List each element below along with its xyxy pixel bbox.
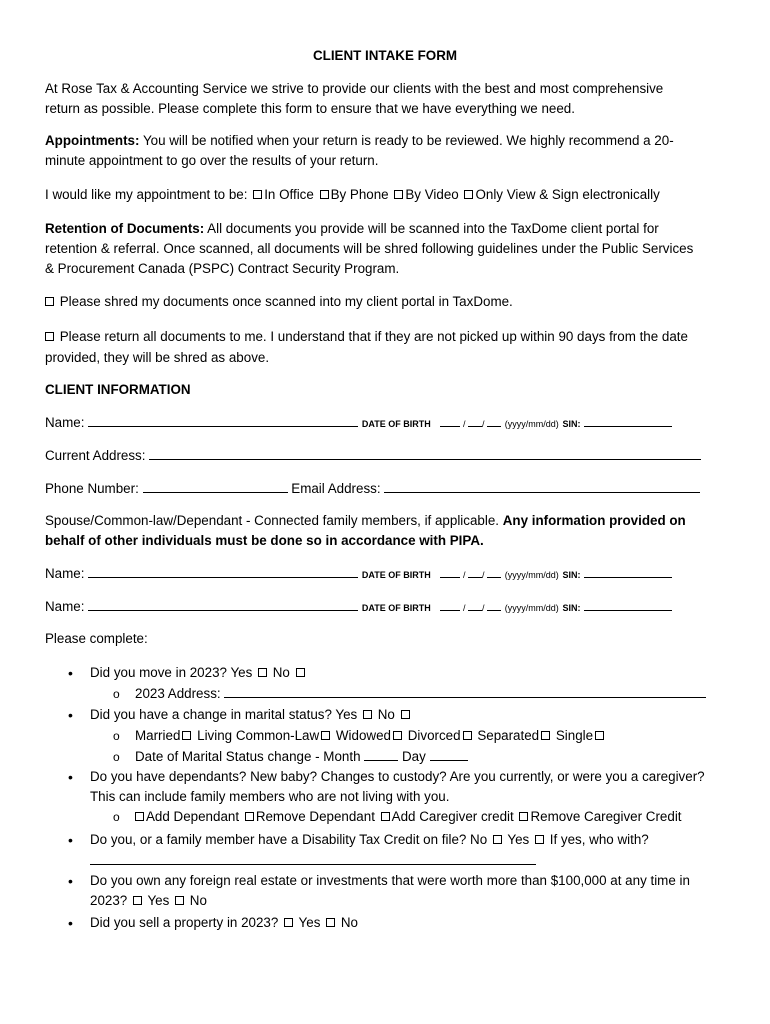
separated-label: Separated	[477, 728, 540, 743]
q1-no-label: No	[272, 665, 290, 680]
q1-text: Did you move in 2023? Yes	[90, 665, 253, 680]
q2-text: Did you have a change in marital status? Yes	[90, 707, 358, 722]
in-office-label: In Office	[264, 187, 314, 202]
q5-row	[68, 871, 690, 891]
q1-address-row	[113, 684, 706, 704]
q2-date-label: Date of Marital Status change - Month	[135, 749, 361, 764]
retention-heading: Retention of Documents:	[45, 221, 205, 236]
form-title: CLIENT INTAKE FORM	[312, 48, 458, 63]
single-checkbox[interactable]	[595, 731, 604, 740]
q1-address-label: 2023 Address:	[135, 686, 221, 701]
appointment-prompt: I would like my appointment to be:	[45, 187, 248, 202]
q3-text-1: Do you have dependants? New baby? Changes to custody? Are you currently, or were you a caregiver?	[90, 769, 705, 784]
sub-bullet-icon: o	[113, 810, 120, 824]
shred-option-row	[45, 292, 513, 312]
add-dependant-label: Add Dependant	[146, 809, 240, 824]
q3-options-row	[113, 807, 682, 827]
appointments-text-1: You will be notified when your return is ready to be reviewed. We highly recommend a 20-	[139, 133, 674, 148]
bullet-icon: •	[68, 915, 73, 931]
divorced-label: Divorced	[407, 728, 461, 743]
q5-yes-label: Yes	[147, 893, 170, 908]
spouse1-dob-month-field[interactable]	[468, 565, 482, 578]
sub-bullet-icon: o	[113, 750, 120, 764]
q3-row	[68, 767, 705, 787]
spouse1-dob-label: DATE OF BIRTH	[361, 570, 431, 580]
q4-yes-label: Yes	[507, 832, 530, 847]
bullet-icon: •	[68, 665, 73, 681]
client-dob-month-field[interactable]	[468, 414, 482, 427]
spouse2-dob-day-field[interactable]	[487, 598, 501, 611]
by-video-label: By Video	[405, 187, 459, 202]
address-label: Current Address:	[45, 448, 146, 463]
spouse2-sin-label: SIN:	[562, 603, 581, 613]
q6-text: Did you sell a property in 2023?	[90, 915, 279, 930]
phone-label: Phone Number:	[45, 481, 139, 496]
bullet-icon: •	[68, 832, 73, 848]
appointments-line-1	[45, 131, 674, 151]
q2-day-label: Day	[402, 749, 426, 764]
q5-text-1: Do you own any foreign real estate or investments that were worth more than $100,000 at any time in	[90, 873, 690, 888]
q4-tail: If yes, who with?	[549, 832, 649, 847]
address-row	[45, 446, 701, 466]
q5-row-2	[90, 891, 207, 911]
q2-no-checkbox[interactable]	[401, 710, 410, 719]
client-dob-day-field[interactable]	[487, 414, 501, 427]
contact-row	[45, 479, 700, 499]
return-option-row	[45, 327, 688, 347]
address-field[interactable]	[149, 447, 701, 460]
q1-no-checkbox[interactable]	[296, 668, 305, 677]
retention-line-2: retention & referral. Once scanned, all documents will be shred following guidelines under the Public Services	[45, 241, 694, 256]
q5-text-2: 2023?	[90, 893, 128, 908]
add-caregiver-checkbox[interactable]	[381, 812, 390, 821]
q1-row	[68, 663, 307, 683]
appointments-heading: Appointments:	[45, 133, 140, 148]
by-phone-checkbox[interactable]	[320, 190, 329, 199]
q2-options-row	[113, 726, 606, 746]
q6-yes-checkbox[interactable]	[284, 918, 293, 927]
client-dob-label: DATE OF BIRTH	[361, 419, 431, 429]
spouse1-dob-day-field[interactable]	[487, 565, 501, 578]
spouse1-dob-format: (yyyy/mm/dd)	[504, 570, 559, 580]
remove-caregiver-checkbox[interactable]	[519, 812, 528, 821]
spouse-line-1	[45, 511, 686, 531]
shred-checkbox[interactable]	[45, 297, 54, 306]
by-video-checkbox[interactable]	[394, 190, 403, 199]
q4-yes-checkbox[interactable]	[535, 835, 544, 844]
return-option-line-2: provided, they will be shred as above.	[45, 350, 270, 365]
q3-text-2: This can include family members who are not living with you.	[90, 789, 450, 804]
appointments-line-2: minute appointment to go over the results of your return.	[45, 153, 379, 168]
spouse1-name-label: Name:	[45, 566, 85, 581]
please-complete: Please complete:	[45, 631, 148, 646]
client-name-row: Name: DATE OF BIRTH / / (yyyy/mm/dd) SIN:	[45, 413, 672, 434]
spouse2-dob-label: DATE OF BIRTH	[361, 603, 431, 613]
q4-who-field[interactable]	[90, 864, 536, 865]
remove-caregiver-label: Remove Caregiver Credit	[530, 809, 682, 824]
spouse2-dob-format: (yyyy/mm/dd)	[504, 603, 559, 613]
q6-no-checkbox[interactable]	[326, 918, 335, 927]
q4-text: Do you, or a family member have a Disability Tax Credit on file? No	[90, 832, 488, 847]
appointment-choice-row	[45, 185, 660, 205]
married-label: Married	[135, 728, 181, 743]
spouse1-row: Name: DATE OF BIRTH / / (yyyy/mm/dd) SIN:	[45, 564, 672, 585]
common-law-label: Living Common-Law	[197, 728, 320, 743]
shred-option-label: Please shred my documents once scanned into my client portal in TaxDome.	[59, 294, 513, 309]
view-sign-checkbox[interactable]	[464, 190, 473, 199]
q2-no-label: No	[377, 707, 395, 722]
q5-no-label: No	[189, 893, 207, 908]
retention-line-1	[45, 219, 659, 239]
sub-bullet-icon: o	[113, 687, 120, 701]
q1-yes-checkbox[interactable]	[258, 668, 267, 677]
divorced-checkbox[interactable]	[463, 731, 472, 740]
in-office-checkbox[interactable]	[253, 190, 262, 199]
spouse1-dob-year-field[interactable]	[440, 565, 460, 578]
q6-yes-label: Yes	[298, 915, 321, 930]
client-info-heading: CLIENT INFORMATION	[45, 382, 191, 397]
sub-bullet-icon: o	[113, 729, 120, 743]
bullet-icon: •	[68, 873, 73, 889]
client-dob-format: (yyyy/mm/dd)	[504, 419, 559, 429]
separated-checkbox[interactable]	[541, 731, 550, 740]
email-field[interactable]	[384, 480, 700, 493]
q5-no-checkbox[interactable]	[175, 896, 184, 905]
q1-address-field[interactable]	[224, 685, 706, 698]
q2-date-row	[113, 747, 468, 767]
client-name-label: Name:	[45, 415, 85, 430]
q2-yes-checkbox[interactable]	[363, 710, 372, 719]
client-dob-year-field[interactable]	[440, 414, 460, 427]
spouse2-dob-month-field[interactable]	[468, 598, 482, 611]
spouse1-name-field[interactable]	[88, 565, 358, 578]
retention-text-1: All documents you provide will be scanned into the TaxDome client portal for	[204, 221, 659, 236]
spouse2-sin-field[interactable]	[584, 598, 672, 611]
single-label: Single	[555, 728, 594, 743]
add-caregiver-label: Add Caregiver credit	[391, 809, 514, 824]
spouse2-name-field[interactable]	[88, 598, 358, 611]
return-option-label: Please return all documents to me. I understand that if they are not picked up within 90 days from the date	[59, 329, 688, 344]
bullet-icon: •	[68, 769, 73, 785]
email-label: Email Address:	[291, 481, 381, 496]
client-name-field[interactable]	[88, 414, 358, 427]
remove-dependant-label: Remove Dependant	[255, 809, 375, 824]
spouse1-sin-field[interactable]	[584, 565, 672, 578]
q4-row	[68, 830, 649, 850]
bullet-icon: •	[68, 707, 73, 723]
q5-yes-checkbox[interactable]	[133, 896, 142, 905]
client-sin-label: SIN:	[562, 419, 581, 429]
widowed-checkbox[interactable]	[393, 731, 402, 740]
common-law-checkbox[interactable]	[321, 731, 330, 740]
view-sign-label: Only View & Sign electronically	[475, 187, 660, 202]
spouse-pipa-1: Any information provided on	[502, 513, 686, 528]
spouse2-dob-year-field[interactable]	[440, 598, 460, 611]
intro-line-1: At Rose Tax & Accounting Service we strive to provide our clients with the best and most comprehensive	[45, 81, 664, 96]
retention-line-3: & Procurement Canada (PSPC) Contract Security Program.	[45, 261, 400, 276]
spouse2-name-label: Name:	[45, 599, 85, 614]
intro-line-2: return as possible. Please complete this form to ensure that we have everything we need.	[45, 101, 575, 116]
q6-row	[68, 913, 358, 933]
q6-no-label: No	[340, 915, 358, 930]
spouse1-sin-label: SIN:	[562, 570, 581, 580]
return-checkbox[interactable]	[45, 332, 54, 341]
spouse-intro: Spouse/Common-law/Dependant - Connected family members, if applicable.	[45, 513, 503, 528]
q2-row	[68, 705, 412, 725]
q2-month-field[interactable]	[364, 748, 398, 761]
phone-field[interactable]	[143, 480, 288, 493]
q2-day-field[interactable]	[430, 748, 468, 761]
widowed-label: Widowed	[335, 728, 391, 743]
q4-no-checkbox[interactable]	[493, 835, 502, 844]
spouse-pipa-2: behalf of other individuals must be done so in accordance with PIPA.	[45, 533, 484, 548]
spouse2-row: Name: DATE OF BIRTH / / (yyyy/mm/dd) SIN:	[45, 597, 672, 618]
add-dependant-checkbox[interactable]	[135, 812, 144, 821]
married-checkbox[interactable]	[182, 731, 191, 740]
remove-dependant-checkbox[interactable]	[245, 812, 254, 821]
by-phone-label: By Phone	[330, 187, 389, 202]
client-sin-field[interactable]	[584, 414, 672, 427]
